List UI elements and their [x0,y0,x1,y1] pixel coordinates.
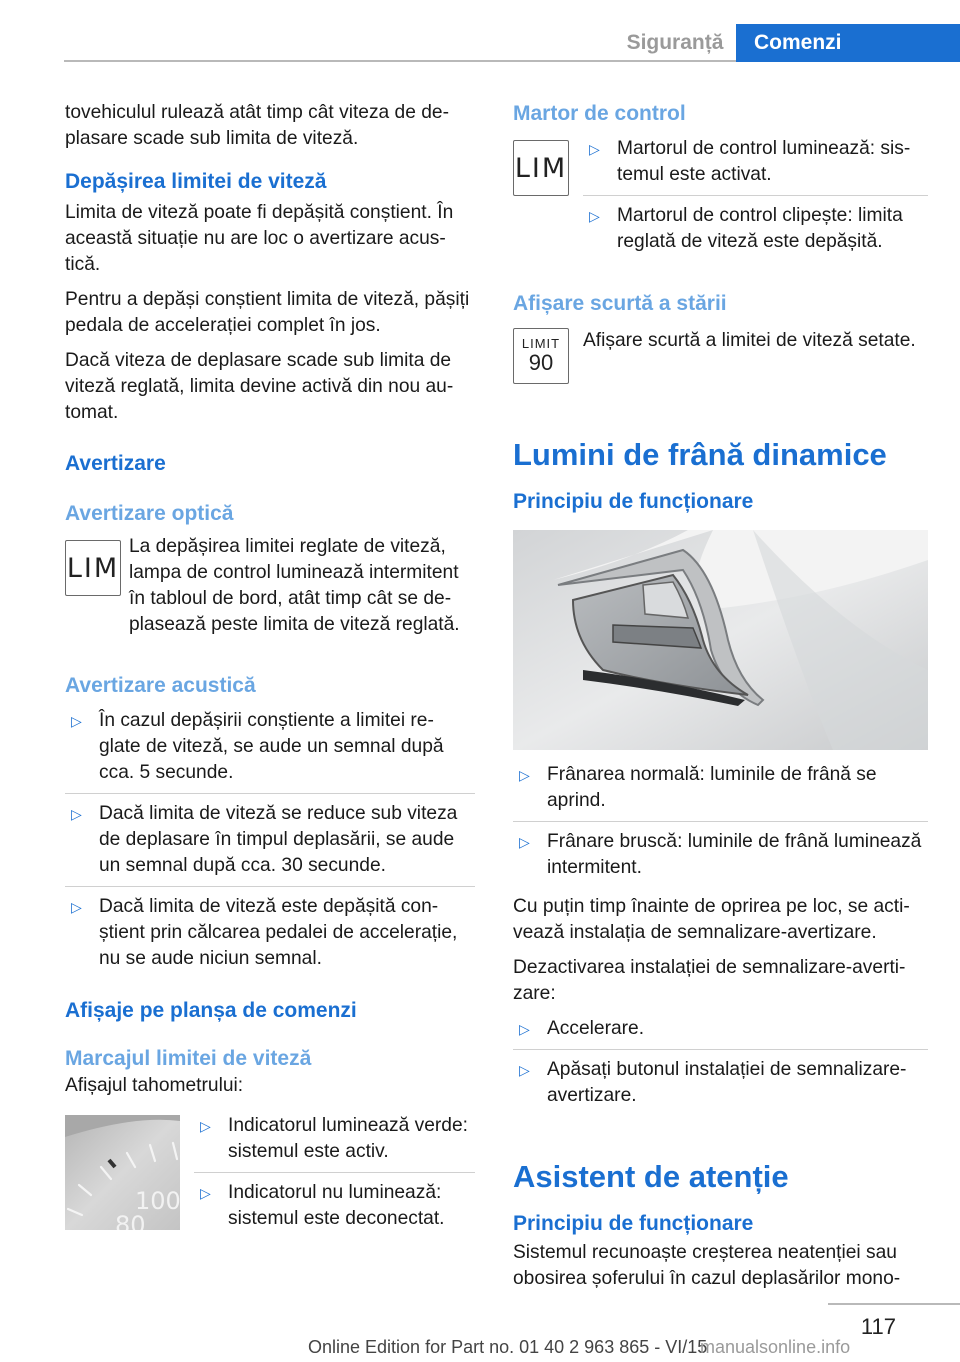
lim-icon-label: LIM [514,152,568,184]
heading-warning: Avertizare [65,452,166,475]
heading-displays: Afișaje pe planșa de comenzi [65,999,357,1022]
list-item: ▷ Frânare bruscă: luminile de frână luminează intermitent. [519,831,922,878]
right-column [513,100,928,1301]
paragraph-optical: La depășirea limitei reglate de viteză, lampa de control luminează intermitent în tabloul de bord, atât timp cât se de-plasează peste limita de viteză reglată. [129,536,460,635]
page-number: 117 [860,1314,896,1339]
tacho-80-label: 80 [115,1211,146,1230]
heading-dynamic-brake-lights: Lumini de frână dinamice [513,437,887,472]
triangle-bullet-icon: ▷ [519,767,530,783]
lim-icon-label: LIM [66,552,120,584]
list-item: ▷ Indicatorul luminează verde: sistemul este activ. [194,1113,475,1173]
edition-text: Online Edition for Part no. 01 40 2 963 865 - VI/15 [308,1337,708,1357]
list-item: ▷ Frânarea normală: luminile de frână se aprind. [513,762,928,822]
paragraph: Limita de viteză poate fi depășită conștient. În această situație nu are loc o avertizare acus-tică. [65,202,454,275]
list-item: ▷ Dacă limita de viteză se reduce sub viteza de deplasare în timpul deplasării, se aude un semnal după cca. 30 secunde. [65,801,475,887]
brake-list [513,762,928,888]
speed-limit-90-icon [513,328,569,384]
tachometer-block [65,1115,475,1247]
triangle-bullet-icon: ▷ [589,141,600,157]
limit-icon-value: 90 [528,350,554,375]
triangle-bullet-icon: ▷ [519,834,530,850]
list-item: ▷ Accelerare. [513,1016,928,1050]
triangle-bullet-icon: ▷ [519,1021,530,1037]
optical-warning-block [65,534,475,644]
tachometer-image [65,1115,180,1230]
lim-indicator-icon [513,140,569,196]
triangle-bullet-icon: ▷ [519,1062,530,1078]
list-item: ▷ Martorul de control clipește: limita reglată de viteză este depășită. [589,205,903,252]
paragraph: Sistemul recunoaște creșterea neatenției sau obosirea șoferului în cazul deplasărilor mono- [513,1242,901,1289]
control-light-list [583,136,928,264]
watermark: manualsonline.info [700,1337,851,1357]
heading-control-light: Martor de control [513,102,686,125]
paragraph-tachometer: Afișajul tahometrului: [65,1075,244,1096]
triangle-bullet-icon: ▷ [71,713,82,729]
heading-brief-status: Afișare scurtă a stării [513,292,727,315]
paragraph-brief-status: Afișare scurtă a limitei de viteză setate. [583,330,916,351]
paragraph: tovehiculul rulează atât timp cât viteza de de-plasare scade sub limita de viteză. [65,102,449,149]
tail-light-image [513,530,928,750]
heading-acoustic-warning: Avertizare acustică [65,674,256,697]
heading-optical-warning: Avertizare optică [65,502,234,525]
paragraph: Dezactivarea instalației de semnalizare-averti-zare: [513,957,906,1004]
tacho-100-label: 100 [135,1187,180,1215]
paragraph: Cu puțin timp înainte de oprirea pe loc, se acti-vează instalația de semnalizare-avertizare. [513,896,910,943]
paragraph: Dacă viteza de deplasare scade sub limita de viteză reglată, limita devine activă din nou au-tomat. [65,350,454,423]
list-item: ▷ Dacă limita de viteză este depășită con-știent prin călcarea pedalei de accelerație, nu se aude niciun semnal. [71,896,458,969]
triangle-bullet-icon: ▷ [200,1118,211,1134]
control-light-block [513,136,928,270]
triangle-bullet-icon: ▷ [71,899,82,915]
list-item: ▷ Indicatorul nu luminează: sistemul este deconectat. [200,1182,445,1229]
paragraph: Pentru a depăși conștient limita de viteză, pășiți pedala de accelerației complet în jos. [65,289,470,336]
limit-icon-label: LIMIT [521,336,561,351]
footer-rule [828,1303,960,1305]
brief-status-block [513,328,928,384]
tab-controls[interactable]: Comenzi [736,24,960,62]
deactivate-list [513,1016,928,1116]
tachometer-list [194,1113,475,1241]
list-item: ▷ În cazul depășirii conștiente a limitei re-glate de viteză, se aude un semnal după cca. 5 secunde. [65,708,475,794]
heading-attention-assistant: Asistent de atenție [513,1159,789,1194]
heading-principle: Principiu de funcționare [513,1212,754,1235]
heading-principle: Principiu de funcționare [513,490,754,513]
tab-safety[interactable]: Siguranță [626,31,724,54]
left-column [65,100,475,1247]
heading-exceed-limit: Depășirea limitei de viteză [65,170,327,193]
triangle-bullet-icon: ▷ [200,1185,211,1201]
triangle-bullet-icon: ▷ [589,208,600,224]
lim-indicator-icon [65,540,121,596]
triangle-bullet-icon: ▷ [71,806,82,822]
heading-limit-marker: Marcajul limitei de viteză [65,1047,312,1070]
list-item: ▷ Apăsați butonul instalației de semnalizare-avertizare. [519,1059,907,1106]
acoustic-list [65,708,475,979]
list-item: ▷ Martorul de control luminează: sis-temul este activat. [583,136,928,196]
